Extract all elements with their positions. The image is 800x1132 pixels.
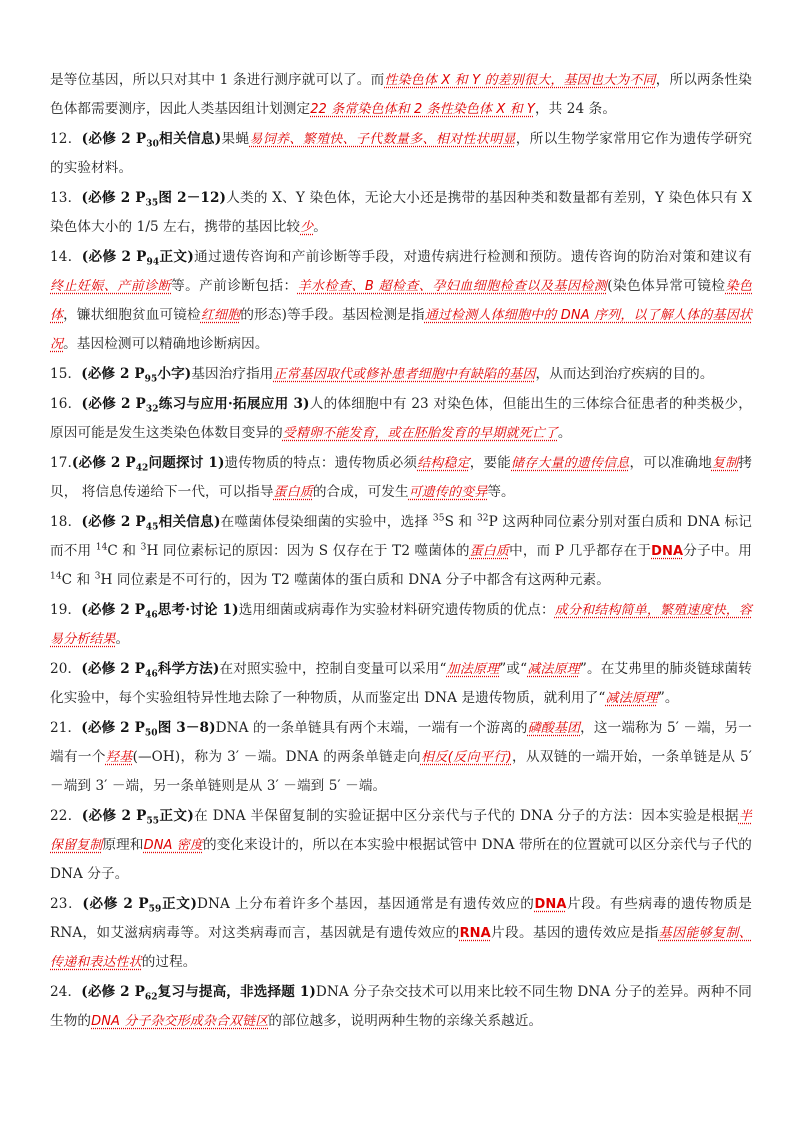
- answer-highlight: 受精卵不能发育，或在胚胎发育的早期就死亡了: [282, 426, 558, 441]
- answer-highlight: 终止妊娠、产前诊断: [50, 279, 172, 294]
- source-tag: (必修 2 P: [81, 720, 145, 736]
- source-tag: (必修 2 P: [81, 366, 145, 382]
- body-text: 人类的 X、Y 染色体，无论大小还是携带的基因种类和数量都有差别，Y 染色体只有 X 染色体大小的 1/5 左右，携带的基因比较: [50, 190, 753, 235]
- question-item: [50, 802, 752, 889]
- document-body: [50, 66, 752, 1037]
- source-tag: (必修 2 P: [81, 249, 147, 265]
- page-subscript: 55: [146, 816, 160, 827]
- body-text: ”或“: [499, 661, 528, 677]
- body-text: 是等位基因，所以只对其中 1 条进行测序就可以了。而: [50, 72, 385, 88]
- question-item: [50, 243, 752, 359]
- page-subscript: 62: [144, 992, 158, 1003]
- question-item: [50, 449, 752, 507]
- answer-highlight: 羟基: [105, 750, 133, 765]
- isotope-superscript: 3: [94, 571, 101, 582]
- body-text: ，镰状细胞贫血可镜检: [63, 307, 201, 323]
- body-text: 在噬菌体侵染细菌的实验中，选择: [220, 514, 433, 530]
- answer-highlight: 储存大量的遗传信息: [511, 456, 630, 471]
- page-subscript: 46: [145, 610, 158, 621]
- body-text: ，要能: [469, 455, 511, 471]
- body-text: ，可以准确地: [629, 455, 712, 471]
- body-text: 拷贝， 将信息传递给下一代，可以指导: [50, 455, 752, 500]
- answer-highlight: 基因能够复制、传递和表达性状: [50, 926, 752, 970]
- source-tag: (必修 2 P: [71, 455, 136, 471]
- answer-highlight: 半保留复制: [50, 809, 752, 853]
- page-subscript: 46: [145, 669, 158, 680]
- body-text: 等。产前诊断包括：: [171, 278, 298, 294]
- body-text: ”。: [657, 690, 679, 706]
- source-tag: (必修 2 P: [81, 984, 145, 1000]
- body-text: 的形态)等手段。基因检测是指: [240, 307, 425, 323]
- page-subscript: 42: [135, 463, 149, 474]
- source-tag: (必修 2 P: [81, 602, 146, 618]
- answer-highlight: 少: [300, 220, 314, 235]
- body-text: H 同位素是不可行的，因为 T2 噬菌体的蛋白质和 DNA 分子中都含有这两种元素。: [100, 572, 610, 588]
- answer-highlight: DNA 分子杂交形成杂合双链区: [91, 1014, 269, 1029]
- answer-highlight: 减法原理: [605, 691, 658, 706]
- answer-highlight: 复制: [711, 456, 739, 471]
- answer-highlight: 性染色体 X 和 Y 的差别很大，基因也大为不同: [384, 73, 656, 88]
- question-number: 15．: [50, 366, 82, 382]
- answer-highlight: DNA: [651, 544, 684, 559]
- body-text: DNA 上分布着许多个基因，基因通常是有遗传效应的: [197, 896, 535, 912]
- page-subscript: 35: [145, 198, 159, 209]
- question-item: [50, 390, 752, 448]
- source-tag: (必修 2 P: [81, 131, 147, 147]
- answer-highlight: 蛋白质: [469, 544, 510, 559]
- question-number: 12．: [50, 131, 82, 147]
- source-tag: (必修 2 P: [81, 514, 146, 530]
- body-text: 。: [557, 425, 572, 441]
- source-tag: (必修 2 P: [81, 396, 146, 412]
- question-item: [50, 890, 752, 977]
- page-subscript: 50: [144, 728, 158, 739]
- body-text: 果蝇: [221, 131, 250, 147]
- answer-highlight: 正常基因取代或修补患者细胞中有缺陷的基因: [273, 367, 536, 382]
- body-text: 片段。基因的遗传效应是指: [490, 925, 659, 941]
- body-text: 的合成，可发生: [312, 484, 409, 500]
- isotope-superscript: 14: [95, 542, 108, 553]
- answer-highlight: 减法原理: [527, 662, 580, 677]
- body-text: 的过程。: [141, 954, 197, 970]
- answer-highlight: RNA: [459, 926, 491, 941]
- body-text: ，所以两条性染色体都需要测序，因此人类基因组计划测定: [50, 72, 752, 117]
- answer-highlight: 相反(反向平行): [420, 750, 512, 765]
- question-item: [50, 360, 752, 389]
- answer-highlight: 染色体: [50, 279, 753, 323]
- source-tag: (必修 2 P: [81, 661, 146, 677]
- answer-highlight: 结构稳定: [417, 456, 470, 471]
- question-number: 17.: [50, 455, 72, 471]
- body-text: 在对照实验中，控制自变量可以采用“: [219, 661, 447, 677]
- question-item: [50, 655, 752, 713]
- source-tag: 图 2－12): [158, 190, 227, 206]
- body-text: 在 DNA 半保留复制的实验证据中区分亲代与子代的 DNA 分子的方法：因本实验是根据: [193, 808, 739, 824]
- question-number: 14．: [50, 249, 82, 265]
- body-text: 中，而 P 几乎都存在于: [509, 543, 652, 559]
- question-number: 22．: [50, 808, 82, 824]
- question-number: 23．: [50, 896, 83, 912]
- body-text: 的变化来设计的，所以在本实验中根据试管中 DNA 带所在的位置就可以区分亲代与子代的 DNA 分子。: [50, 837, 752, 882]
- page-subscript: 94: [146, 257, 160, 268]
- body-text: 片段。有些病毒的遗传物质是 RNA，如艾滋病病毒等。对这类病毒而言，基因就是有遗传效应的: [50, 896, 753, 941]
- source-tag: 正文): [161, 896, 198, 912]
- question-number: 21．: [50, 720, 82, 736]
- body-text: 选用细菌或病毒作为实验材料研究遗传物质的优点：: [238, 602, 555, 618]
- page-subscript: 45: [145, 522, 159, 533]
- body-text: C 和: [107, 543, 141, 559]
- body-text: 遗传物质的特点：遗传物质必须: [224, 455, 418, 471]
- body-text: ，从双链的一端开始，一条单链是从 5′ －端到 3′ －端，另一条单链则是从 3′ －端到 5′ －端。: [50, 749, 752, 794]
- source-tag: 复习与提高，非选择题 1): [157, 984, 316, 1000]
- answer-highlight: 羊水检查、B 超检查、孕妇血细胞检查以及基因检测: [297, 279, 608, 294]
- source-tag: 思考·讨论 1): [157, 602, 239, 618]
- source-tag: 练习与应用·拓展应用 3): [158, 396, 310, 412]
- source-tag: (必修 2 P: [82, 896, 149, 912]
- answer-highlight: DNA 密度: [143, 838, 203, 853]
- body-text: DNA 分子杂交技术可以用来比较不同生物 DNA 分子的差异。两种不同生物的: [50, 984, 752, 1029]
- question-number: 19．: [50, 602, 82, 618]
- question-item: [50, 184, 752, 242]
- question-item: [50, 125, 752, 183]
- body-text: (—OH)，称为 3′ －端。DNA 的两条单链走向: [132, 749, 421, 765]
- answer-highlight: 磷酸基团: [527, 721, 581, 736]
- body-text: ，所以生物学家常用它作为遗传学研究的实验材料。: [50, 131, 753, 176]
- body-text: 。: [115, 631, 130, 647]
- body-text: ，共 24 条。: [534, 101, 617, 117]
- body-text: 等。: [487, 484, 515, 500]
- question-item: [50, 596, 752, 654]
- page-subscript: 59: [148, 904, 162, 915]
- answer-highlight: DNA: [534, 897, 567, 912]
- paragraph-continued: [50, 66, 752, 124]
- source-tag: (必修 2 P: [81, 190, 146, 206]
- question-number: 18．: [50, 514, 82, 530]
- body-text: ，从而达到治疗疾病的目的。: [535, 366, 714, 382]
- body-text: 通过遗传咨询和产前诊断等手段，对遗传病进行检测和预防。遗传咨询的防治对策和建议有: [193, 249, 753, 265]
- source-tag: 图 3－8): [157, 720, 216, 736]
- body-text: DNA 的一条单链具有两个末端，一端有一个游离的: [215, 720, 528, 736]
- question-number: 24．: [50, 984, 82, 1000]
- question-number: 13．: [50, 190, 82, 206]
- answer-highlight: 红细胞: [200, 308, 241, 323]
- isotope-superscript: 14: [50, 571, 62, 582]
- answer-highlight: 蛋白质: [273, 485, 313, 500]
- body-text: 分子中。用: [683, 543, 752, 559]
- isotope-superscript: 32: [476, 513, 489, 524]
- body-text: 人的体细胞中有 23 对染色体，但能出生的三体综合征患者的种类极少，原因可能是发生这类染色体数目变异的: [50, 396, 752, 441]
- body-text: 原理和: [102, 837, 144, 853]
- page-subscript: 30: [146, 139, 159, 150]
- body-text: ，这一端称为 5′ －端，另一端有一个: [50, 720, 752, 765]
- source-tag: 相关信息): [158, 131, 222, 147]
- source-tag: 正文): [159, 249, 194, 265]
- answer-highlight: 22 条常染色体和 2 条性染色体 X 和 Y: [310, 102, 535, 117]
- answer-highlight: 成分和结构简单，繁殖速度快，容易分析结果: [50, 603, 752, 647]
- body-text: 。基因检测可以精确地诊断病因。: [63, 336, 269, 352]
- answer-highlight: 易饲养、繁殖快、子代数量多、相对性状明显: [249, 132, 516, 147]
- body-text: 。: [313, 219, 327, 235]
- question-item: [50, 714, 752, 801]
- body-text: S 和: [444, 514, 477, 530]
- answer-highlight: 可遗传的变异: [408, 485, 488, 500]
- isotope-superscript: 3: [140, 542, 147, 553]
- question-item: [50, 978, 752, 1036]
- body-text: 基因治疗指用: [191, 366, 274, 382]
- question-number: 16．: [50, 396, 82, 412]
- body-text: C 和: [61, 572, 95, 588]
- body-text: P 这两种同位素分别对蛋白质和 DNA 标记而不用: [50, 514, 753, 559]
- page-subscript: 32: [145, 404, 159, 415]
- body-text: ”。在艾弗里的肺炎链球菌转化实验中，每个实验组特异性地去除了一种物质，从而鉴定出 DNA 是遗传物质，就利用了“: [50, 661, 752, 706]
- source-tag: (必修 2 P: [81, 808, 147, 824]
- question-item: [50, 508, 752, 595]
- question-number: 20．: [50, 661, 82, 677]
- answer-highlight: 通过检测人体细胞中的 DNA 序列，以了解人体的基因状况: [50, 308, 752, 352]
- source-tag: 相关信息): [158, 514, 221, 530]
- page-subscript: 95: [144, 374, 158, 385]
- body-text: 的部位越多，说明两种生物的亲缘关系越近。: [268, 1013, 543, 1029]
- body-text: (染色体异常可镜检: [607, 278, 726, 294]
- source-tag: 正文): [159, 808, 194, 824]
- answer-highlight: 加法原理: [446, 662, 500, 677]
- source-tag: 小字): [157, 366, 192, 382]
- source-tag: 科学方法): [157, 661, 220, 677]
- isotope-superscript: 35: [432, 513, 445, 524]
- source-tag: 问题探讨 1): [148, 455, 225, 471]
- body-text: H 同位素标记的原因：因为 S 仅存在于 T2 噬菌体的: [146, 543, 470, 559]
